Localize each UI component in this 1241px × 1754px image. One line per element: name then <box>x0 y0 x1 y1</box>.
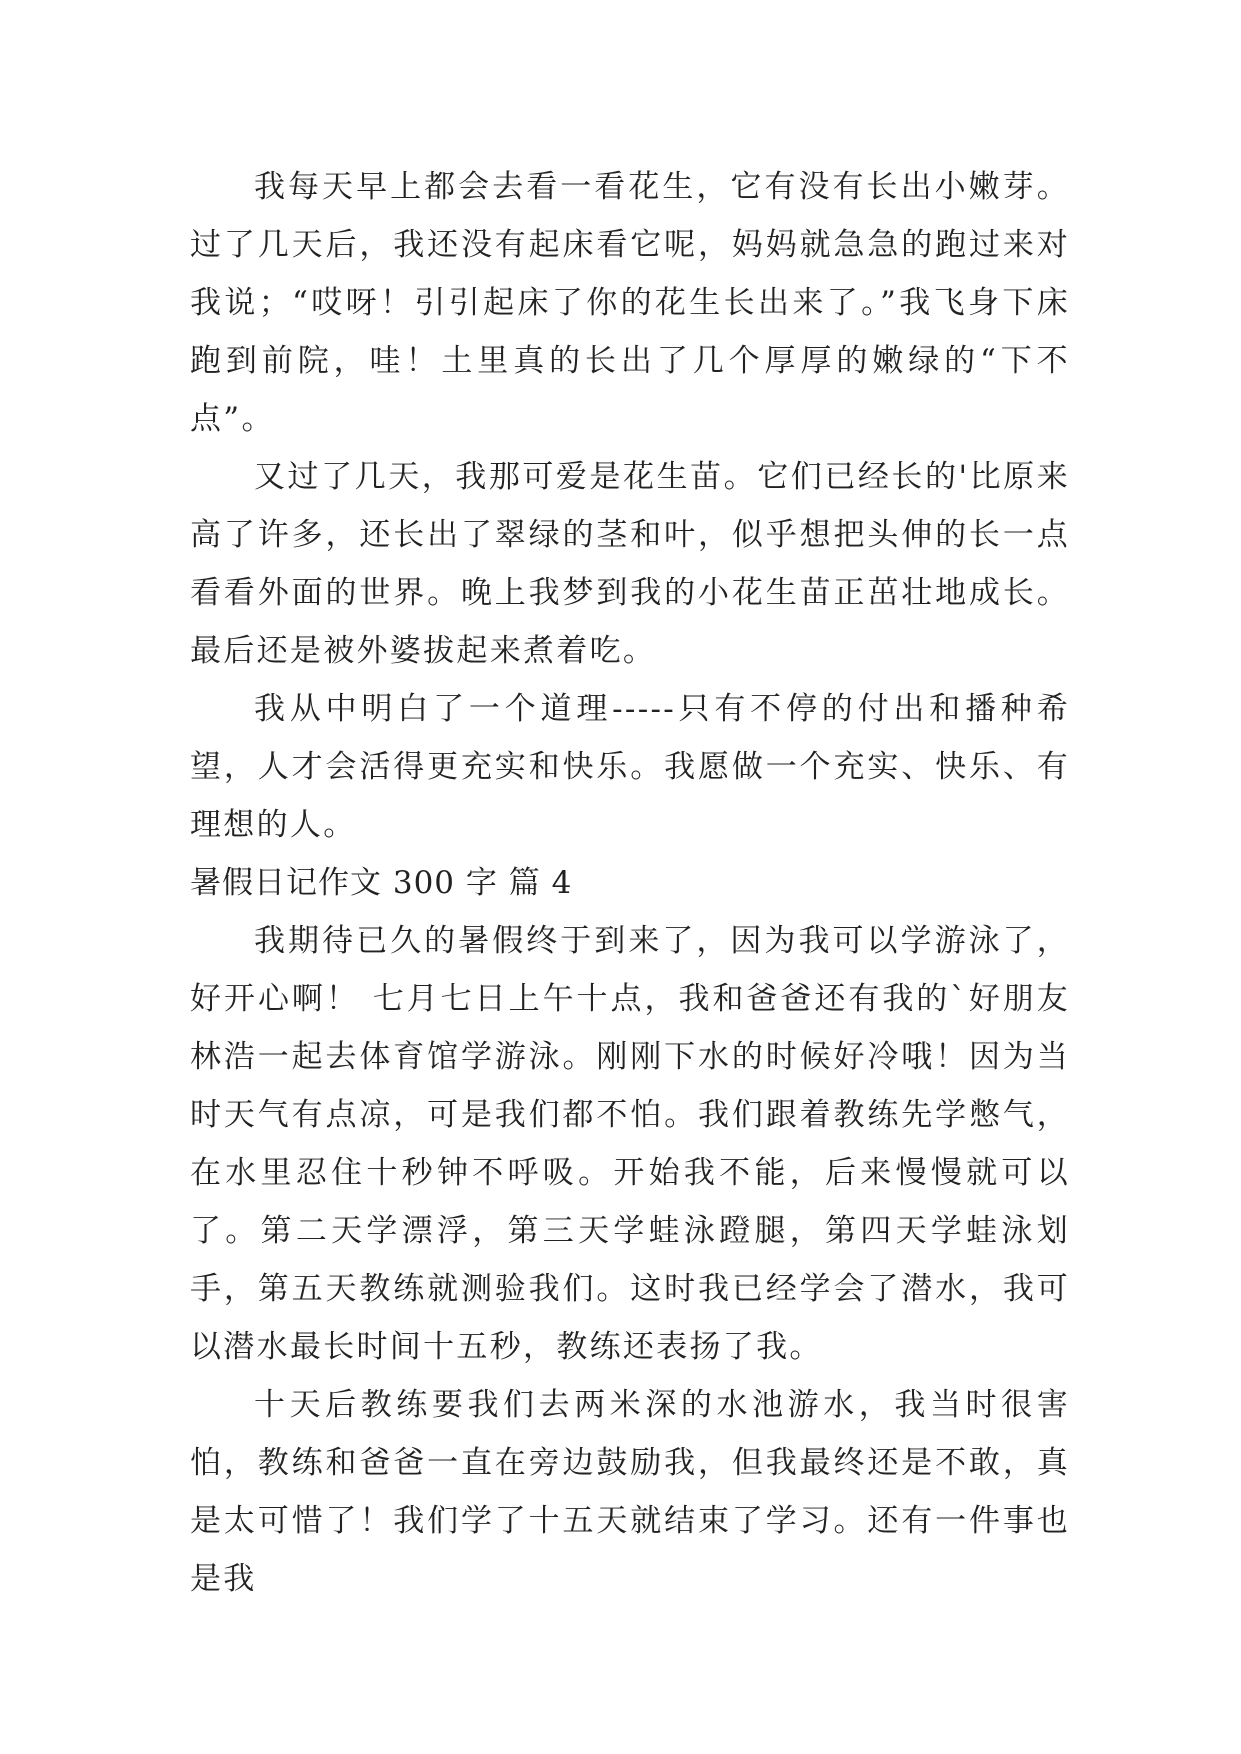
paragraph-deep-pool: 十天后教练要我们去两米深的水池游水，我当时很害怕，教练和爸爸一直在旁边鼓励我，但我最终还是不敢，真是太可惜了！我们学了十五天就结束了学习。还有一件事也是我 <box>190 1387 1070 1597</box>
section-heading: 暑假日记作文 300 字 篇 4 <box>190 865 573 901</box>
paragraph-swimming-lessons: 我期待已久的暑假终于到来了，因为我可以学游泳了，好开心啊！ 七月七日上午十点，我和爸爸还有我的`好朋友林浩一起去体育馆学游泳。刚刚下水的时候好冷哦！因为当时天气有点凉，可是我们都不怕。我们跟着教练先学憋气，在水里忍住十秒钟不呼吸。开始我不能，后来慢慢就可以了。第二天学漂浮，第三天学蛙泳蹬腿，第四天学蛙泳划手，第五天教练就测验我们。这时我已经学会了潜水，我可以潜水最长时间十五秒，教练还表扬了我。 <box>190 923 1070 1365</box>
document-body <box>190 158 1070 1608</box>
paragraph-peanut-sprouts: 我每天早上都会去看一看花生，它有没有长出小嫩芽。过了几天后，我还没有起床看它呢，妈妈就急急的跑过来对我说；“哎呀！引引起床了你的花生长出来了。”我飞身下床跑到前院，哇！土里真的长出了几个厚厚的嫩绿的“下不点”。 <box>190 169 1070 437</box>
paragraph-lesson: 我从中明白了一个道理-----只有不停的付出和播种希望，人才会活得更充实和快乐。我愿做一个充实、快乐、有理想的人。 <box>190 691 1070 843</box>
paragraph-peanut-seedlings: 又过了几天，我那可爱是花生苗。它们已经长的'比原来高了许多，还长出了翠绿的茎和叶，似乎想把头伸的长一点看看外面的世界。晚上我梦到我的小花生苗正茁壮地成长。最后还是被外婆拔起来煮着吃。 <box>190 459 1070 669</box>
